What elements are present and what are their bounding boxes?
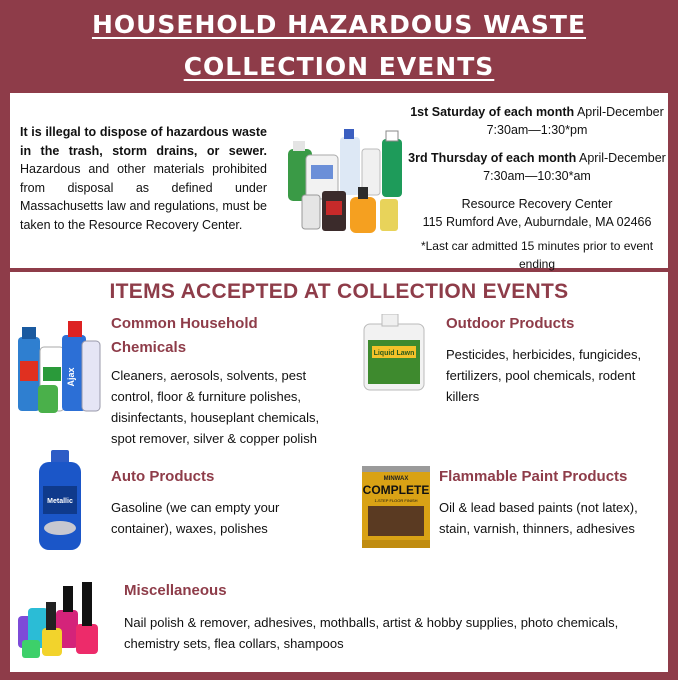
footnote: *Last car admitted 15 minutes prior to event ending (420, 239, 654, 271)
location-name: Resource Recovery Center (461, 197, 613, 211)
event-2 (406, 149, 668, 167)
lawn-brand-label: Liquid Lawn (373, 350, 415, 357)
household-products-image (288, 129, 406, 237)
paint-product-label: COMPLETE (362, 483, 430, 497)
page-title (0, 4, 678, 88)
lawn-jug-image (362, 314, 426, 392)
schedule-block (406, 103, 668, 273)
auto-title: Auto Products (111, 468, 215, 485)
title-line-1: HOUSEHOLD HAZARDOUS WASTE (91, 10, 587, 39)
legal-notice-bold: It is illegal to dispose of hazardous waste in the trash, storm drains, or sewer. (20, 125, 267, 158)
paint-title: Flammable Paint Products (439, 468, 628, 485)
household-title-line-2: Chemicals (111, 339, 187, 356)
cleaning-bottles-image (16, 317, 102, 417)
event-1-time: 7:30am—1:30*pm (486, 123, 588, 137)
title-line-2: COLLECTION EVENTS (183, 52, 495, 81)
misc-description: Nail polish & remover, adhesives, mothballs, artist & hobby supplies, photo chemicals, chemistry sets, flea collars, shampoos (124, 615, 619, 651)
items-heading: ITEMS ACCEPTED AT COLLECTION EVENTS (109, 280, 569, 303)
paint-brand-label: MINWAX (383, 476, 409, 482)
misc-title: Miscellaneous (124, 582, 227, 599)
event-2-months: April-December (579, 151, 666, 165)
household-title-line-1: Common Household (111, 315, 258, 332)
location-address: 115 Rumford Ave, Auburndale, MA 02466 (422, 215, 652, 229)
paint-description: Oil & lead based paints (not latex), stain, varnish, thinners, adhesives (439, 500, 638, 536)
event-1 (406, 103, 668, 121)
event-2-day: 3rd Thursday of each month (408, 151, 577, 165)
household-title (111, 312, 258, 360)
outdoor-title: Outdoor Products (446, 315, 575, 332)
event-2-time: 7:30am—10:30*am (483, 169, 591, 183)
car-polish-bottle-image (37, 450, 83, 552)
paint-can-image (360, 464, 432, 550)
polish-brand-label: Metallic (47, 498, 73, 505)
household-description: Cleaners, aerosols, solvents, pest control, floor & furniture polishes, disinfectants, houseplant chemicals, spot remover, silver & copper polish (111, 368, 320, 446)
event-1-months: April-December (576, 105, 664, 119)
legal-notice-body: Hazardous and other materials prohibited from disposal as defined under Massachusetts law and regulations, must be taken to the Resource Recovery Center. (20, 162, 267, 232)
outdoor-description: Pesticides, herbicides, fungicides, fertilizers, pool chemicals, rodent killers (446, 347, 642, 404)
items-panel (9, 271, 669, 673)
info-panel (9, 92, 669, 269)
nail-polish-image (16, 580, 108, 662)
event-1-day: 1st Saturday of each month (410, 105, 575, 119)
legal-notice (20, 123, 267, 234)
spray-brand-label: Ajax (66, 367, 76, 387)
auto-description: Gasoline (we can empty your container), waxes, polishes (111, 500, 280, 536)
paint-line-label: 1-STEP FLOOR FINISH (374, 498, 418, 503)
